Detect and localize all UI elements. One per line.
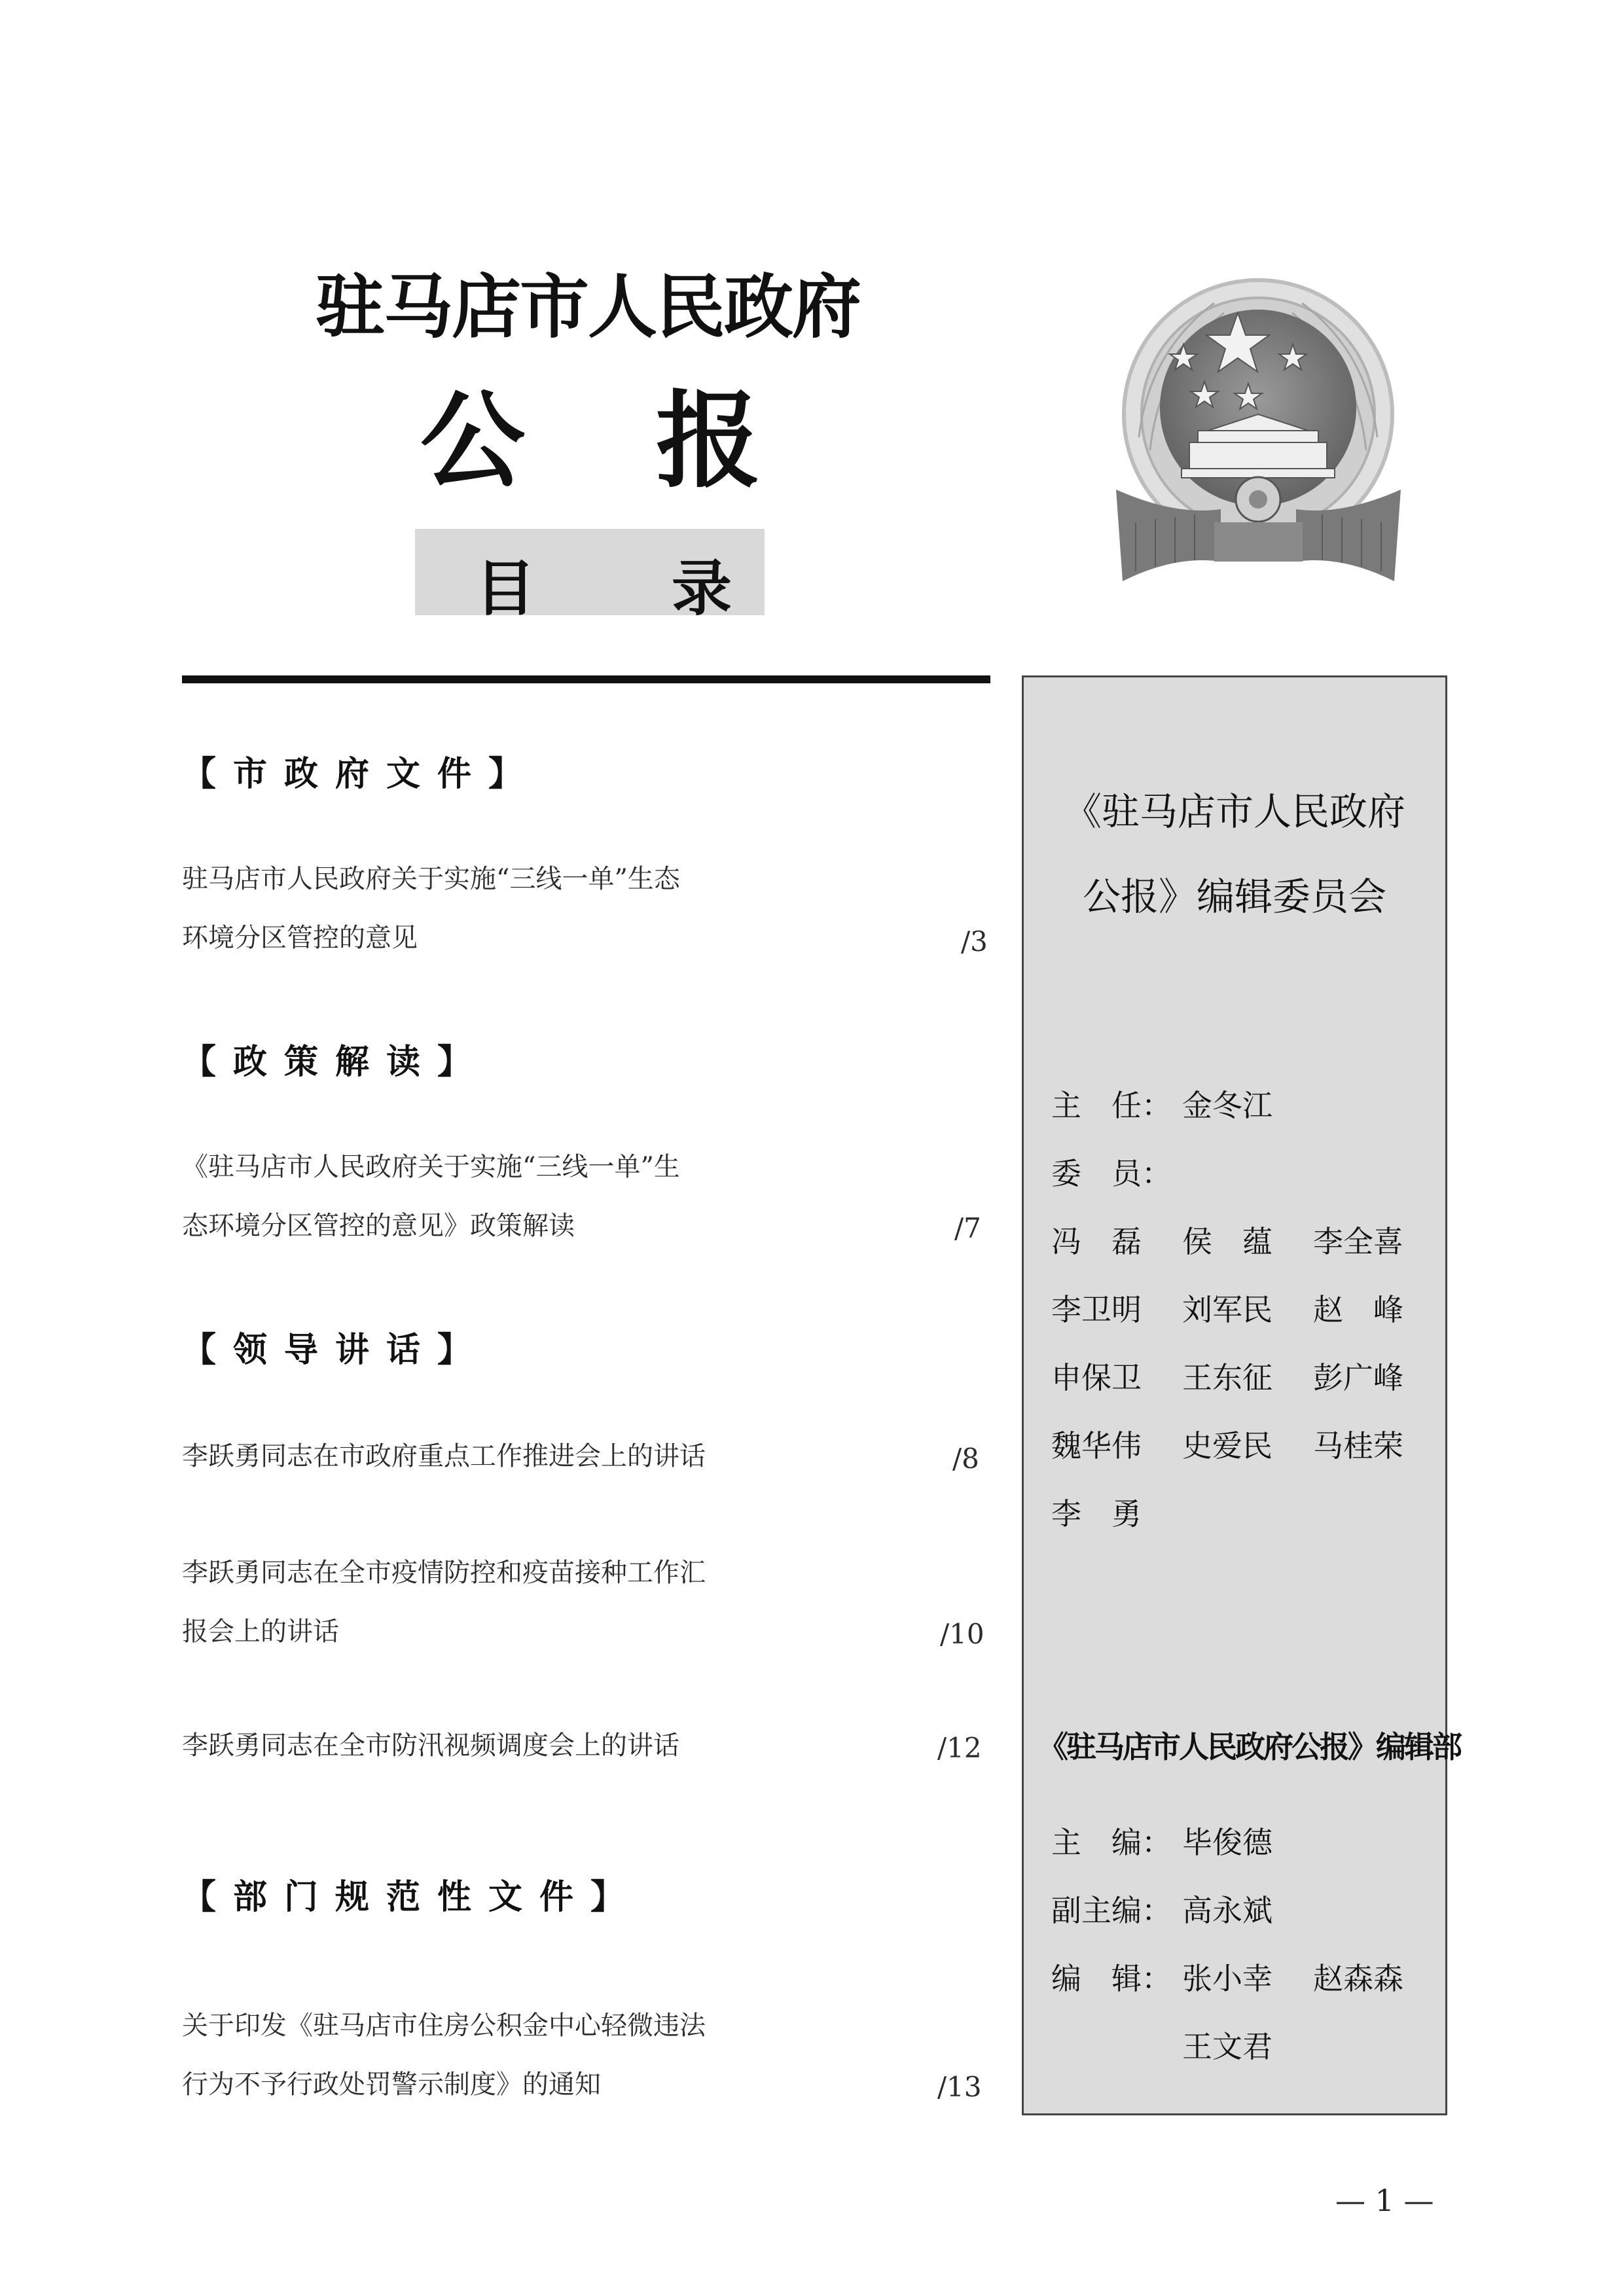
editorial-dept-title: 《驻马店市人民政府公报》编辑部 — [1038, 1729, 1460, 1765]
toc-entry-line[interactable]: 报会上的讲话 — [182, 1617, 339, 1647]
member-name: 彭广峰 — [1313, 1360, 1403, 1395]
deputy-editor-name: 高永斌 — [1182, 1893, 1272, 1928]
member-name: 魏华伟 — [1051, 1428, 1142, 1463]
section-heading-leadership-speeches: 【领导讲话】 — [182, 1331, 489, 1370]
member-name: 赵 峰 — [1313, 1292, 1403, 1327]
toc-banner — [415, 529, 765, 624]
editor-name: 赵森森 — [1313, 1961, 1403, 1996]
member-name: 王东征 — [1182, 1360, 1272, 1395]
member-name: 申保卫 — [1051, 1360, 1142, 1395]
toc-entry-line[interactable]: 驻马店市人民政府关于实施“三线一单”生态 — [182, 864, 680, 894]
member-name: 冯 磊 — [1051, 1224, 1142, 1259]
member-name: 李卫明 — [1051, 1292, 1142, 1327]
toc-banner-char-2: 录 — [672, 554, 732, 624]
member-name: 李 勇 — [1051, 1496, 1142, 1532]
toc-entry-line[interactable]: 态环境分区管控的意见》政策解读 — [182, 1211, 575, 1241]
director-name: 金冬江 — [1182, 1088, 1272, 1123]
divider-rule — [182, 675, 990, 683]
toc-entry-line[interactable]: 环境分区管控的意见 — [182, 923, 418, 953]
toc-page-number: /8 — [952, 1443, 979, 1475]
toc-entry-line[interactable]: 关于印发《驻马店市住房公积金中心轻微违法 — [182, 2011, 706, 2041]
toc-page-number: /12 — [937, 1732, 982, 1764]
publication-title: 驻马店市人民政府 — [316, 267, 860, 348]
member-name: 史爱民 — [1182, 1428, 1272, 1463]
committee-title-line-2: 公报》编辑委员会 — [1082, 874, 1386, 919]
toc-entry-line[interactable]: 行为不予行政处罚警示制度》的通知 — [182, 2070, 601, 2100]
toc-page-number: /10 — [940, 1618, 984, 1650]
toc-page-number: /7 — [954, 1212, 981, 1244]
member-name: 刘军民 — [1182, 1292, 1272, 1327]
director-label: 主 任： — [1051, 1088, 1172, 1123]
section-heading-departmental-documents: 【部门规范性文件】 — [182, 1878, 642, 1917]
toc-banner-char-1: 目 — [475, 554, 536, 624]
national-emblem-icon — [1077, 274, 1440, 604]
publication-subtitle — [420, 357, 761, 507]
editor-name: 王文君 — [1182, 2029, 1272, 2064]
chief-editor-label: 主 编： — [1051, 1825, 1172, 1860]
toc-page-number: /3 — [961, 925, 988, 958]
member-name: 李全喜 — [1313, 1224, 1403, 1259]
toc-entry-line[interactable]: 李跃勇同志在全市防汛视频调度会上的讲话 — [182, 1731, 679, 1761]
deputy-editor-label: 副主编： — [1051, 1893, 1172, 1928]
toc-entry-line[interactable]: 李跃勇同志在全市疫情防控和疫苗接种工作汇 — [182, 1558, 706, 1588]
section-heading-municipal-documents: 【市政府文件】 — [182, 755, 540, 794]
committee-title-line-1: 《驻马店市人民政府 — [1063, 789, 1405, 834]
editors-label: 编 辑： — [1051, 1961, 1172, 1996]
section-heading-policy-interpretation: 【政策解读】 — [182, 1043, 489, 1082]
subtitle-char-2: 报 — [656, 379, 761, 502]
member-name: 马桂荣 — [1313, 1428, 1403, 1463]
page-number: — 1 — — [1335, 2183, 1434, 2218]
editor-name: 张小幸 — [1182, 1961, 1272, 1996]
member-name: 侯 蕴 — [1182, 1224, 1272, 1259]
toc-entry-line[interactable]: 李跃勇同志在市政府重点工作推进会上的讲话 — [182, 1441, 706, 1471]
toc-entry-line[interactable]: 《驻马店市人民政府关于实施“三线一单”生 — [182, 1152, 680, 1182]
toc-page-number: /13 — [937, 2071, 982, 2103]
editorial-panel — [1022, 675, 1460, 2115]
subtitle-char-1: 公 — [420, 379, 526, 502]
chief-editor-name: 毕俊德 — [1182, 1825, 1272, 1860]
members-label: 委 员： — [1051, 1156, 1172, 1191]
